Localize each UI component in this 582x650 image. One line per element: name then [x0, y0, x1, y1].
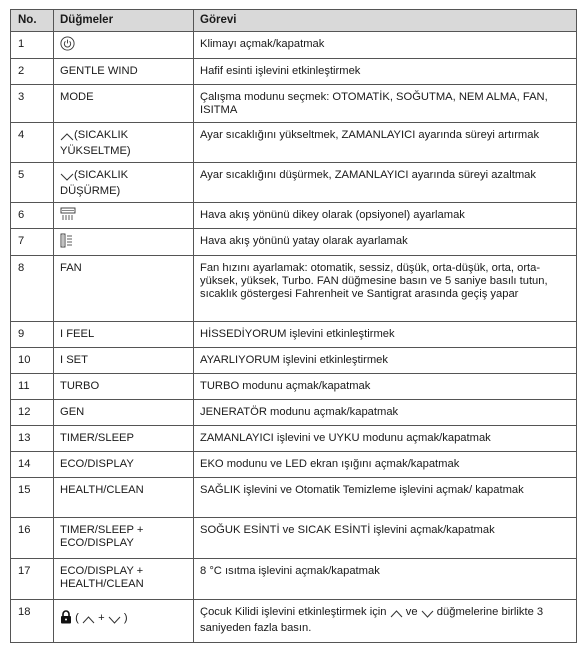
function-cell: EKO modunu ve LED ekran ışığını açmak/kapatmak	[194, 452, 577, 478]
button-cell: HEALTH/CLEAN	[54, 478, 194, 518]
button-label: (SICAKLIK YÜKSELTME)	[60, 129, 131, 157]
row-number: 16	[11, 518, 54, 559]
button-cell: FAN	[54, 256, 194, 322]
chevron-up-icon	[60, 132, 74, 145]
button-function-table	[10, 9, 577, 643]
function-cell: AYARLIYORUM işlevini etkinleştirmek	[194, 348, 577, 374]
function-cell: SOĞUK ESİNTİ ve SICAK ESİNTİ işlevini açmak/kapatmak	[194, 518, 577, 559]
button-cell: I SET	[54, 348, 194, 374]
table-row	[11, 400, 577, 426]
row-number: 15	[11, 478, 54, 518]
row-number: 18	[11, 600, 54, 643]
header-function: Görevi	[194, 10, 577, 32]
button-cell: GENTLE WIND	[54, 59, 194, 85]
desc-after: düğmelerine birlikte 3 saniyeden fazla basın.	[200, 606, 544, 634]
button-cell: MODE	[54, 85, 194, 123]
button-cell	[54, 163, 194, 203]
combo-close-paren: )	[123, 612, 128, 624]
table-row	[11, 600, 577, 643]
function-cell: Klimayı açmak/kapatmak	[194, 32, 577, 59]
row-number: 13	[11, 426, 54, 452]
table-row	[11, 32, 577, 59]
row-number: 8	[11, 256, 54, 322]
row-number: 10	[11, 348, 54, 374]
function-cell: Fan hızını ayarlamak: otomatik, sessiz, düşük, orta-düşük, orta, orta-yüksek, yüksek, Turbo. FAN düğmesine basın ve 5 saniye basılı tutun, sıcaklık göstergesi Fahrenheit ve Santigrat arasında geçiş yapar	[194, 256, 577, 322]
function-cell: 8 °C ısıtma işlevini açmak/kapatmak	[194, 559, 577, 600]
button-cell: TIMER/SLEEP + ECO/DISPLAY	[54, 518, 194, 559]
button-label: (SICAKLIK DÜŞÜRME)	[60, 169, 129, 197]
vertical-swing-icon	[60, 207, 76, 225]
row-number: 2	[11, 59, 54, 85]
button-cell: GEN	[54, 400, 194, 426]
table-row	[11, 322, 577, 348]
button-function-table-container	[10, 9, 576, 643]
row-number: 5	[11, 163, 54, 203]
chevron-up-icon	[390, 609, 403, 622]
button-cell	[54, 203, 194, 229]
button-cell	[54, 32, 194, 59]
function-cell: TURBO modunu açmak/kapatmak	[194, 374, 577, 400]
table-row	[11, 478, 577, 518]
table-row	[11, 452, 577, 478]
button-cell	[54, 123, 194, 163]
combo-plus: +	[98, 612, 105, 624]
combo-open-paren: (	[75, 612, 79, 624]
function-cell: JENERATÖR modunu açmak/kapatmak	[194, 400, 577, 426]
button-cell: ECO/DISPLAY	[54, 452, 194, 478]
function-cell: SAĞLIK işlevini ve Otomatik Temizleme işlevini açmak/ kapatmak	[194, 478, 577, 518]
button-cell: ECO/DISPLAY + HEALTH/CLEAN	[54, 559, 194, 600]
button-cell: I FEEL	[54, 322, 194, 348]
row-number: 12	[11, 400, 54, 426]
row-number: 6	[11, 203, 54, 229]
table-row	[11, 229, 577, 256]
button-cell	[54, 229, 194, 256]
chevron-down-icon	[108, 615, 121, 628]
function-cell: ZAMANLAYICI işlevini ve UYKU modunu açmak/kapatmak	[194, 426, 577, 452]
function-cell: Ayar sıcaklığını düşürmek, ZAMANLAYICI ayarında süreyi azaltmak	[194, 163, 577, 203]
row-number: 1	[11, 32, 54, 59]
header-buttons: Düğmeler	[54, 10, 194, 32]
chevron-down-icon	[421, 609, 434, 622]
function-cell: HİSSEDİYORUM işlevini etkinleştirmek	[194, 322, 577, 348]
table-row	[11, 518, 577, 559]
function-cell: Hava akış yönünü yatay olarak ayarlamak	[194, 229, 577, 256]
desc-before: Çocuk Kilidi işlevini etkinleştirmek için	[200, 606, 387, 618]
table-row	[11, 203, 577, 229]
table-row	[11, 374, 577, 400]
table-header-row	[11, 10, 577, 32]
row-number: 7	[11, 229, 54, 256]
desc-and: ve	[405, 606, 418, 618]
row-number: 4	[11, 123, 54, 163]
table-row	[11, 163, 577, 203]
table-row	[11, 123, 577, 163]
chevron-up-icon	[82, 615, 95, 628]
button-cell: TIMER/SLEEP	[54, 426, 194, 452]
header-no: No.	[11, 10, 54, 32]
table-row	[11, 59, 577, 85]
row-number: 3	[11, 85, 54, 123]
chevron-down-icon	[60, 172, 74, 185]
row-number: 11	[11, 374, 54, 400]
table-row	[11, 348, 577, 374]
power-icon	[60, 36, 75, 55]
row-number: 17	[11, 559, 54, 600]
row-number: 14	[11, 452, 54, 478]
button-cell: TURBO	[54, 374, 194, 400]
horizontal-swing-icon	[60, 233, 74, 252]
table-row	[11, 256, 577, 322]
table-row	[11, 85, 577, 123]
function-cell: Hava akış yönünü dikey olarak (opsiyonel) ayarlamak	[194, 203, 577, 229]
function-cell: Çalışma modunu seçmek: OTOMATİK, SOĞUTMA, NEM ALMA, FAN, ISITMA	[194, 85, 577, 123]
function-cell	[194, 600, 577, 643]
row-number: 9	[11, 322, 54, 348]
table-row	[11, 559, 577, 600]
function-cell: Hafif esinti işlevini etkinleştirmek	[194, 59, 577, 85]
button-cell	[54, 600, 194, 643]
lock-icon	[60, 610, 72, 628]
function-cell: Ayar sıcaklığını yükseltmek, ZAMANLAYICI ayarında süreyi artırmak	[194, 123, 577, 163]
table-row	[11, 426, 577, 452]
